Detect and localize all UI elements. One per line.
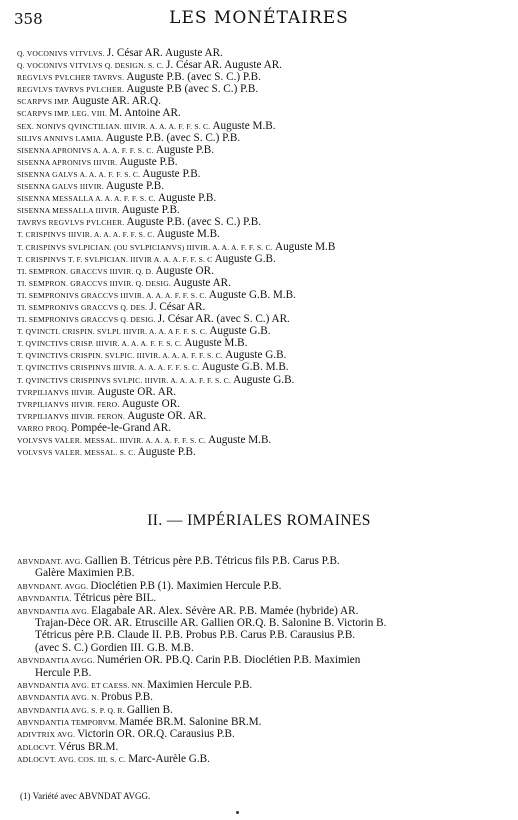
legend-text: TAVRVS REGVLVS PVLCHER. bbox=[17, 218, 127, 228]
page-number: 358 bbox=[14, 10, 43, 28]
ruler-denomination: Auguste G.B. bbox=[214, 252, 276, 265]
legend-text: TI. SEMPRONIVS GRACCVS IIIVIR. A. A. A. F. F. S. C. bbox=[17, 290, 209, 300]
ruler-denomination: Auguste P.B. (avec S. C.) P.B. bbox=[105, 131, 241, 144]
legend-text: SILIVS ANNIVS LAMIA. bbox=[17, 133, 106, 143]
legend-text: SISENNA GALVS IIIVIR. bbox=[17, 182, 106, 192]
moneyer-entry bbox=[17, 349, 512, 361]
ruler-denomination: Galère Maximien P.B. bbox=[35, 567, 135, 580]
ruler-denomination: Auguste P.B. bbox=[119, 155, 178, 168]
legend-entry bbox=[17, 642, 512, 654]
moneyer-entry bbox=[17, 325, 512, 337]
legend-text: SISENNA APRONIVS A. A. A. F. F. S. C. bbox=[17, 145, 156, 155]
moneyer-entry bbox=[17, 374, 512, 386]
moneyer-entry bbox=[17, 241, 512, 253]
ruler-denomination: Auguste M.B. bbox=[156, 228, 220, 241]
ruler-denomination: J. César AR. Auguste AR. bbox=[166, 59, 282, 72]
legend-text: ADLOCVT. AVG. COS. III. S. C. bbox=[17, 755, 129, 765]
moneyer-entry bbox=[17, 120, 512, 132]
legend-text: T. QVINCTI. CRISPIN. SVLPI. IIIVIR. A. A. A F. F. S. C. bbox=[17, 327, 210, 337]
ruler-denomination: Gallien B. Tétricus père P.B. Tétricus fils P.B. Carus P.B. bbox=[84, 555, 340, 567]
legend-entry bbox=[17, 605, 512, 617]
moneyer-entry bbox=[17, 95, 512, 107]
legend-text: SCARPVS IMP. bbox=[17, 97, 72, 107]
ruler-denomination: Trajan-Dèce OR. AR. Etruscille AR. Gallien OR.Q. B. Salonine B. Victorin B. bbox=[35, 616, 387, 629]
ruler-denomination: Victorin OR. OR.Q. Carausius P.B. bbox=[77, 728, 235, 741]
legend-entry bbox=[17, 741, 512, 753]
legend-text: SCARPVS IMP. LEG. VIII. bbox=[17, 109, 110, 119]
legend-text: TVRPILIANVS IIIVIR. FERON. bbox=[17, 411, 128, 421]
legend-text: Q. VOCONIVS VITVLVS Q. DESIGN. S. C. bbox=[17, 61, 167, 71]
legend-entry bbox=[17, 728, 512, 740]
legend-text: T. QVINCTIVS CRISPIN. SVLPIC. IIIVIR. A. A. A. F. F. S. C. bbox=[17, 351, 226, 361]
legend-text: REGVLVS TAVRVS PVLCHER. bbox=[17, 85, 127, 95]
moneyer-entry bbox=[17, 192, 512, 204]
legend-text: REGVLVS PVLCHER TAVRVS. bbox=[17, 73, 127, 83]
page-header bbox=[14, 8, 504, 30]
moneyer-entry bbox=[17, 289, 512, 301]
legend-text: ABVNDANTIA. bbox=[17, 594, 74, 604]
legend-entry bbox=[17, 629, 512, 641]
ruler-denomination: Probus P.B. bbox=[101, 691, 153, 704]
legend-text: Q. VOCONIVS VITVLVS. bbox=[17, 49, 107, 58]
moneyer-entry bbox=[17, 144, 512, 156]
ruler-denomination: Mamée BR.M. Salonine BR.M. bbox=[119, 716, 262, 729]
legend-entry bbox=[17, 617, 512, 629]
ruler-denomination: Maximien Hercule P.B. bbox=[147, 678, 253, 691]
legend-text: VOLVSVS VALER. MESSAL. IIIVIR. A. A. A. F. F. S. C. bbox=[17, 436, 209, 445]
legend-entry bbox=[17, 753, 512, 765]
legend-text: ABVNDANTIA AVG. N. bbox=[17, 693, 102, 703]
legend-text: TI. SEMPRON. GRACCVS IIIVIR. Q. DESIG. bbox=[17, 278, 174, 288]
ruler-denomination: M. Antoine AR. bbox=[109, 107, 181, 120]
moneyer-entry bbox=[17, 59, 512, 71]
legend-text: T. CRISPINVS IIIVIR. A. A. A. F. F. S. C. bbox=[17, 230, 157, 240]
legend-text: TI. SEMPRONIVS GRACCVS Q. DESIG. bbox=[17, 315, 158, 325]
legend-text: T. QVINCTIVS CRISP. IIIVIR. A. A. A. F. F. S. C. bbox=[17, 339, 185, 349]
ruler-denomination: Auguste P.B. bbox=[158, 192, 217, 205]
legend-entry bbox=[17, 592, 512, 604]
legend-text: ABVNDANT. AVG. bbox=[17, 557, 85, 566]
moneyer-entry bbox=[17, 156, 512, 168]
ruler-denomination: Auguste M.B. bbox=[212, 119, 276, 132]
ruler-denomination: Gallien B. bbox=[126, 703, 173, 716]
ruler-denomination: Auguste G.B. M.B. bbox=[208, 288, 296, 301]
legend-text: ABVNDANTIA AVG. bbox=[17, 606, 92, 616]
legend-text: TVRPILIANVS IIIVIR. FERO. bbox=[17, 399, 122, 409]
page-mark bbox=[236, 811, 239, 814]
moneyer-entry bbox=[17, 398, 512, 410]
moneyer-entry bbox=[17, 313, 512, 325]
legend-text: ABVNDANTIA AVGG. bbox=[17, 656, 97, 666]
ruler-denomination: Auguste M.B. bbox=[184, 337, 248, 350]
legend-text: VARRO PROQ. bbox=[17, 423, 71, 433]
legend-entry bbox=[17, 567, 512, 579]
ruler-denomination: Auguste P.B. bbox=[155, 143, 215, 156]
legend-entry bbox=[17, 716, 512, 728]
moneyer-entry bbox=[17, 337, 512, 349]
moneyer-entry bbox=[17, 168, 512, 180]
legend-text: SEX. NONIVS QVINCTILIAN. IIIVIR. A. A. A. F. F. S. C. bbox=[17, 121, 213, 131]
legend-text: T. CRISPINVS T. F. SVLPICIAN. IIIVIR A. A. A. F. F. S. C bbox=[17, 254, 215, 264]
legend-entry bbox=[17, 667, 512, 679]
moneyer-entry bbox=[17, 71, 512, 83]
ruler-denomination: J. César AR. Auguste AR. bbox=[106, 47, 223, 59]
ruler-denomination: Auguste M.B. bbox=[208, 434, 272, 446]
moneyer-entry bbox=[17, 422, 512, 434]
legend-text: ABVNDANTIA AVG. S. P. Q. R. bbox=[17, 705, 127, 715]
legend-entry bbox=[17, 691, 512, 703]
ruler-denomination: Auguste G.B. bbox=[233, 373, 295, 386]
ruler-denomination: Auguste G.B. bbox=[209, 325, 271, 338]
legend-text: SISENNA MESSALLA IIIVIR. bbox=[17, 206, 122, 216]
moneyer-entry bbox=[17, 301, 512, 313]
ruler-denomination: Auguste P.B. (avec S. C.) P.B. bbox=[126, 71, 261, 84]
moneyer-list bbox=[17, 47, 512, 458]
legend-text: ADLOCVT. bbox=[17, 742, 59, 752]
moneyer-entry bbox=[17, 107, 512, 119]
legend-text: ADIVTRIX AVG. bbox=[17, 730, 78, 740]
moneyer-entry bbox=[17, 386, 512, 398]
section-heading: II. — IMPÉRIALES ROMAINES bbox=[147, 512, 371, 529]
legend-text: ABVNDANTIA TEMPORVM. bbox=[17, 718, 120, 728]
ruler-denomination: Auguste M.B bbox=[275, 240, 336, 253]
legend-entry bbox=[17, 679, 512, 691]
moneyer-entry bbox=[17, 132, 512, 144]
ruler-denomination: Auguste P.B. bbox=[137, 446, 196, 459]
moneyer-entry bbox=[17, 410, 512, 422]
moneyer-entry bbox=[17, 83, 512, 95]
ruler-denomination: Auguste G.B. M.B. bbox=[201, 361, 289, 374]
moneyer-entry bbox=[17, 228, 512, 240]
ruler-denomination: Auguste AR. bbox=[173, 276, 231, 289]
legend-entry bbox=[17, 580, 512, 592]
legend-text: VOLVSVS VALER. MESSAL. S. C. bbox=[17, 448, 138, 458]
legend-entry bbox=[17, 654, 512, 666]
ruler-denomination: Elagabale AR. Alex. Sévère AR. P.B. Mamée (hybride) AR. bbox=[91, 604, 359, 617]
imperial-legend-list bbox=[17, 555, 512, 766]
ruler-denomination: Tétricus père BIL. bbox=[73, 592, 157, 605]
legend-text: SISENNA APRONIVS IIIVIR. bbox=[17, 157, 120, 167]
legend-text: T. QVINCTIVS CRISPINVS SVLPIC. IIIVIR. A. A. A. F. F. S. C. bbox=[17, 375, 234, 385]
legend-entry bbox=[17, 555, 512, 567]
ruler-denomination: J. César AR. (avec S. C.) AR. bbox=[157, 313, 290, 326]
ruler-denomination: Auguste P.B. (avec S. C.) P.B. bbox=[126, 216, 262, 229]
legend-text: ABVNDANTIA AVG. ET CAESS. NN. bbox=[17, 680, 148, 690]
moneyer-entry bbox=[17, 204, 512, 216]
ruler-denomination: Auguste G.B. bbox=[225, 349, 287, 362]
legend-text: T. QVINCTIVS CRISPINVS IIIVIR. A. A. A. F. F. S. C. bbox=[17, 363, 202, 373]
legend-entry bbox=[17, 704, 512, 716]
ruler-denomination: Marc-Aurèle G.B. bbox=[128, 753, 210, 766]
legend-text: ABVNDANT. AVGG. bbox=[17, 581, 91, 591]
ruler-denomination: Auguste P.B (avec S. C.) P.B. bbox=[126, 83, 259, 96]
moneyer-entry bbox=[17, 434, 512, 446]
moneyer-entry bbox=[17, 446, 512, 458]
ruler-denomination: Auguste OR. AR. bbox=[97, 385, 177, 398]
legend-text: TVRPILIANVS IIIVIR. bbox=[17, 387, 98, 397]
moneyer-entry bbox=[17, 265, 512, 277]
ruler-denomination: Pompée-le-Grand AR. bbox=[70, 421, 172, 434]
ruler-denomination: Auguste P.B. bbox=[142, 167, 201, 180]
ruler-denomination: Auguste P.B. bbox=[105, 180, 165, 193]
moneyer-entry bbox=[17, 180, 512, 192]
running-title: LES MONÉTAIRES bbox=[169, 8, 349, 28]
moneyer-entry bbox=[17, 253, 512, 265]
legend-text: SISENNA GALVS A. A. A. F. F. S. C. bbox=[17, 169, 143, 179]
ruler-denomination: Auguste OR. bbox=[155, 264, 214, 277]
legend-text: TI. SEMPRONIVS GRACCVS Q. DES. bbox=[17, 302, 150, 312]
ruler-denomination: Vérus BR.M. bbox=[58, 740, 119, 753]
ruler-denomination: Numérien OR. PB.Q. Carin P.B. Dioclétien P.B. Maximien bbox=[96, 654, 361, 667]
ruler-denomination: Tétricus père P.B. Claude II. P.B. Probus P.B. Carus P.B. Carausius P.B. bbox=[35, 629, 356, 642]
footnote: (1) Variété avec ABVNDAT AVGG. bbox=[20, 791, 151, 801]
moneyer-entry bbox=[17, 47, 512, 59]
ruler-denomination: J. César AR. bbox=[149, 300, 206, 313]
moneyer-entry bbox=[17, 277, 512, 289]
ruler-denomination: Auguste AR. AR.Q. bbox=[71, 95, 161, 108]
ruler-denomination: (avec S. C.) Gordien III. G.B. M.B. bbox=[35, 641, 194, 654]
legend-text: TI. SEMPRON. GRACCVS IIIVIR. Q. D. bbox=[17, 266, 156, 276]
ruler-denomination: Auguste P.B. bbox=[121, 204, 180, 217]
ruler-denomination: Dioclétien P.B (1). Maximien Hercule P.B. bbox=[90, 579, 282, 592]
legend-text: T. CRISPINVS SVLPICIAN. (OU SVLPICIANVS) IIIVIR. A. A. A. F. F. S. C. bbox=[17, 242, 275, 252]
legend-text: SISENNA MESSALLA A. A. A. F. F. S. C. bbox=[17, 194, 158, 204]
moneyer-entry bbox=[17, 361, 512, 373]
ruler-denomination: Hercule P.B. bbox=[35, 666, 92, 679]
ruler-denomination: Auguste OR. bbox=[121, 397, 180, 410]
ruler-denomination: Auguste OR. AR. bbox=[127, 409, 207, 422]
moneyer-entry bbox=[17, 216, 512, 228]
